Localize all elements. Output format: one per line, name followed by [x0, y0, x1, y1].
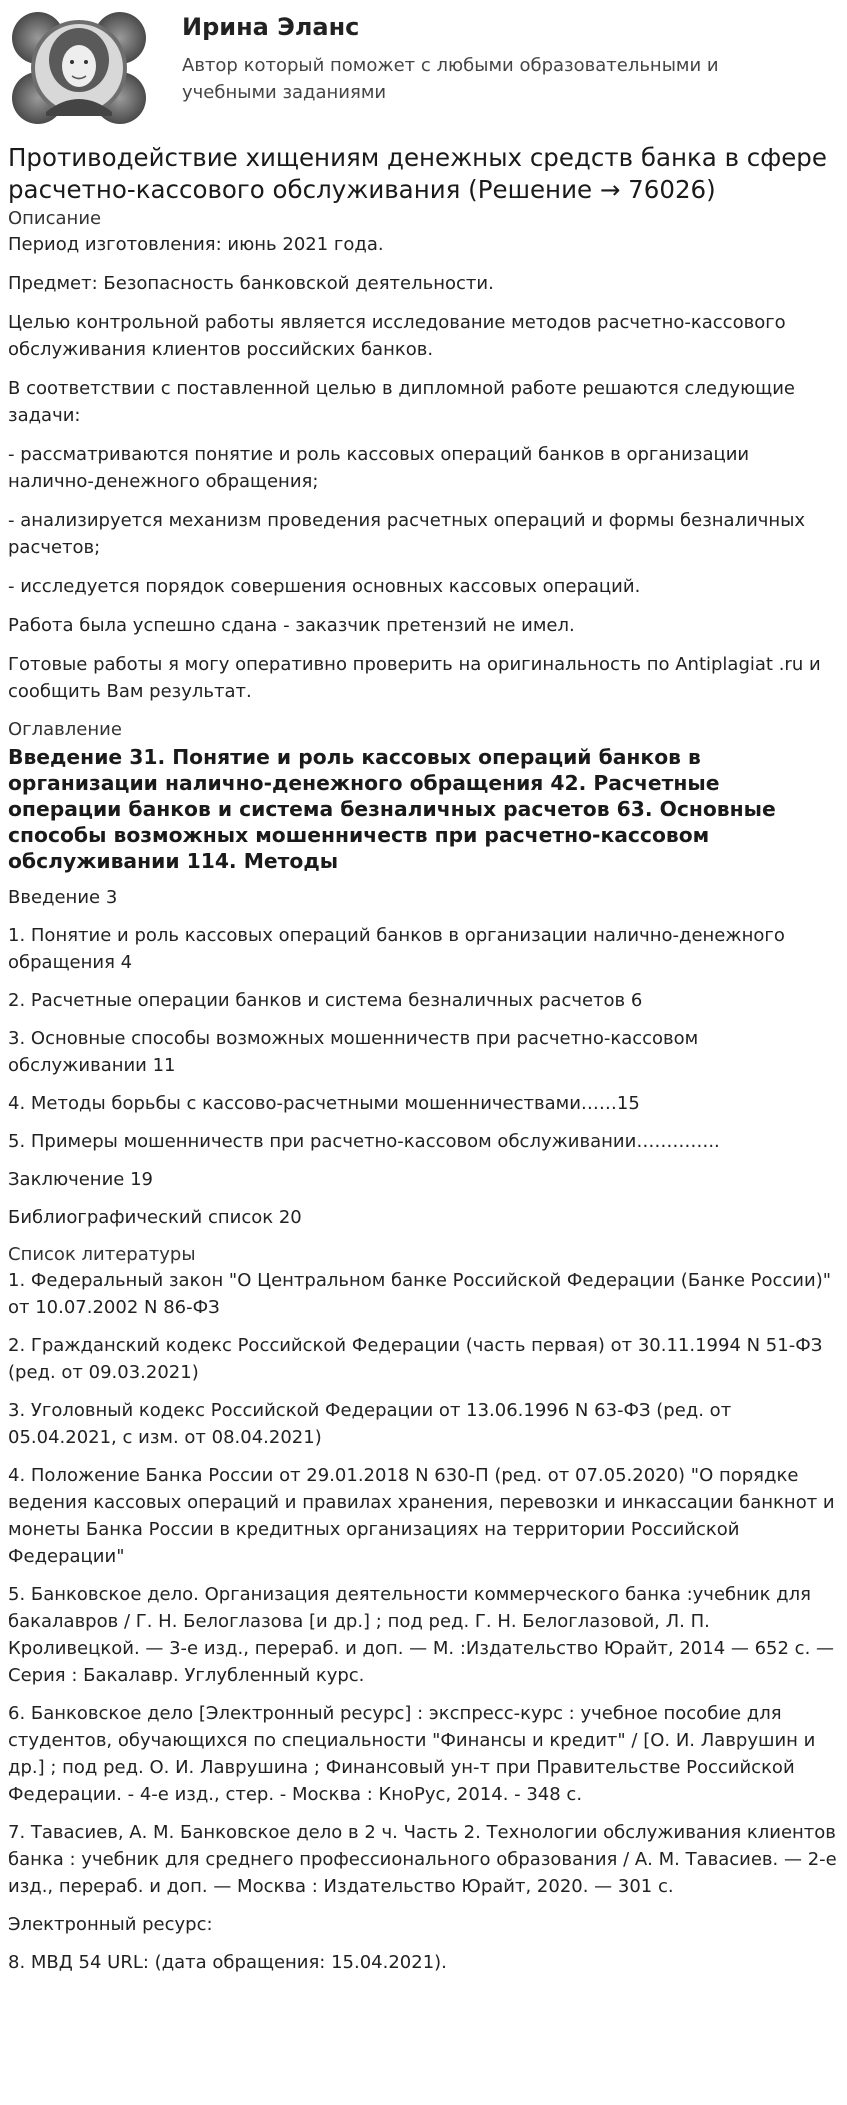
author-name[interactable]: Ирина Эланс	[182, 13, 360, 41]
description-paragraph: Работа была успешно сдана - заказчик претензий не имел.	[8, 615, 575, 636]
toc-label: Оглавление	[8, 719, 122, 740]
reference-item: 4. Положение Банка России от 29.01.2018 N 630-П (ред. от 07.05.2020) "О порядке ведения кассовых операций и правилах хранения, перевозки и инкассации банкнот и монеты Банка России в кредитных организациях на территории Российской Федерации"	[8, 1465, 835, 1567]
toc-item: Библиографический список 20	[8, 1207, 302, 1228]
toc-item: 3. Основные способы возможных мошенничеств при расчетно-кассовом обслуживании 11	[8, 1028, 699, 1076]
toc-section	[8, 717, 839, 1231]
reference-item: 2. Гражданский кодекс Российской Федерации (часть первая) от 30.11.1994 N 51-ФЗ (ред. от 09.03.2021)	[8, 1335, 823, 1383]
reference-item: 1. Федеральный закон "О Центральном банке Российской Федерации (Банке России)" от 10.07.2002 N 86-ФЗ	[8, 1270, 831, 1318]
reference-item: 7. Тавасиев, А. М. Банковское дело в 2 ч. Часть 2. Технологии обслуживания клиентов банка : учебник для среднего профессионального образования / А. М. Тавасиев. — 2-е изд., перераб. и доп. — Москва : Издательство Юрайт, 2020. — 301 с.	[8, 1822, 837, 1897]
toc-item: Заключение 19	[8, 1169, 153, 1190]
description-section	[8, 206, 839, 705]
description-paragraph: Период изготовления: июнь 2021 года.	[8, 234, 384, 255]
avatar[interactable]	[8, 8, 150, 126]
reference-item: 8. МВД 54 URL: (дата обращения: 15.04.2021).	[8, 1952, 447, 1973]
toc-item: 5. Примеры мошенничеств при расчетно-кассовом обслуживании…………..	[8, 1131, 720, 1152]
author-description: Автор который поможет с любыми образовательными и учебными заданиями	[182, 55, 719, 103]
reference-item: 6. Банковское дело [Электронный ресурс] : экспресс-курс : учебное пособие для студентов, обучающихся по специальности "Финансы и кредит" / [О. И. Лаврушин и др.] ; под ред. О. И. Лаврушина ; Финансовый ун-т при Правительстве Российской Федерации. - 4-е изд., стер. - Москва : КноРус, 2014. - 348 с.	[8, 1703, 816, 1805]
page-title: Противодействие хищениям денежных средств банка в сфере расчетно-кассового обслуживания (Решение → 76026)	[8, 143, 827, 204]
toc-item: 2. Расчетные операции банков и система безналичных расчетов 6	[8, 990, 643, 1011]
description-paragraph: Предмет: Безопасность банковской деятельности.	[8, 273, 494, 294]
toc-item: 4. Методы борьбы с кассово-расчетными мошенничествами……15	[8, 1093, 640, 1114]
description-paragraph: - рассматриваются понятие и роль кассовых операций банков в организации налично-денежного обращения;	[8, 444, 750, 492]
description-label: Описание	[8, 208, 102, 229]
toc-summary: Введение 31. Понятие и роль кассовых операций банков в организации налично-денежного обращения 42. Расчетные операции банков и система безналичных расчетов 63. Основные способы возможных мошенничеств при расчетно-кассовом обслуживании 114. Методы	[8, 745, 776, 873]
references-section	[8, 1242, 839, 1976]
author-card	[8, 0, 839, 118]
reference-item: Электронный ресурс:	[8, 1914, 213, 1935]
description-paragraph: - анализируется механизм проведения расчетных операций и формы безналичных расчетов;	[8, 510, 806, 558]
description-paragraph: - исследуется порядок совершения основных кассовых операций.	[8, 576, 641, 597]
reference-item: 3. Уголовный кодекс Российской Федерации от 13.06.1996 N 63-ФЗ (ред. от 05.04.2021, с изм. от 08.04.2021)	[8, 1400, 732, 1448]
description-paragraph: В соответствии с поставленной целью в дипломной работе решаются следующие задачи:	[8, 378, 795, 426]
toc-item: Введение 3	[8, 887, 118, 908]
description-paragraph: Целью контрольной работы является исследование методов расчетно-кассового обслуживания клиентов российских банков.	[8, 312, 786, 360]
avatar-image	[8, 8, 150, 126]
toc-item: 1. Понятие и роль кассовых операций банков в организации налично-денежного обращения 4	[8, 925, 785, 973]
description-paragraph: Готовые работы я могу оперативно проверить на оригинальность по Antiplagiat .ru и сообщить Вам результат.	[8, 654, 821, 702]
reference-item: 5. Банковское дело. Организация деятельности коммерческого банка :учебник для бакалавров / Г. Н. Белоглазова [и др.] ; под ред. Г. Н. Белоглазовой, Л. П. Кроливецкой. — 3-е изд., перераб. и доп. — М. :Издательство Юрайт, 2014 — 652 с. — Серия : Бакалавр. Углубленный курс.	[8, 1584, 835, 1686]
references-label: Список литературы	[8, 1244, 196, 1265]
